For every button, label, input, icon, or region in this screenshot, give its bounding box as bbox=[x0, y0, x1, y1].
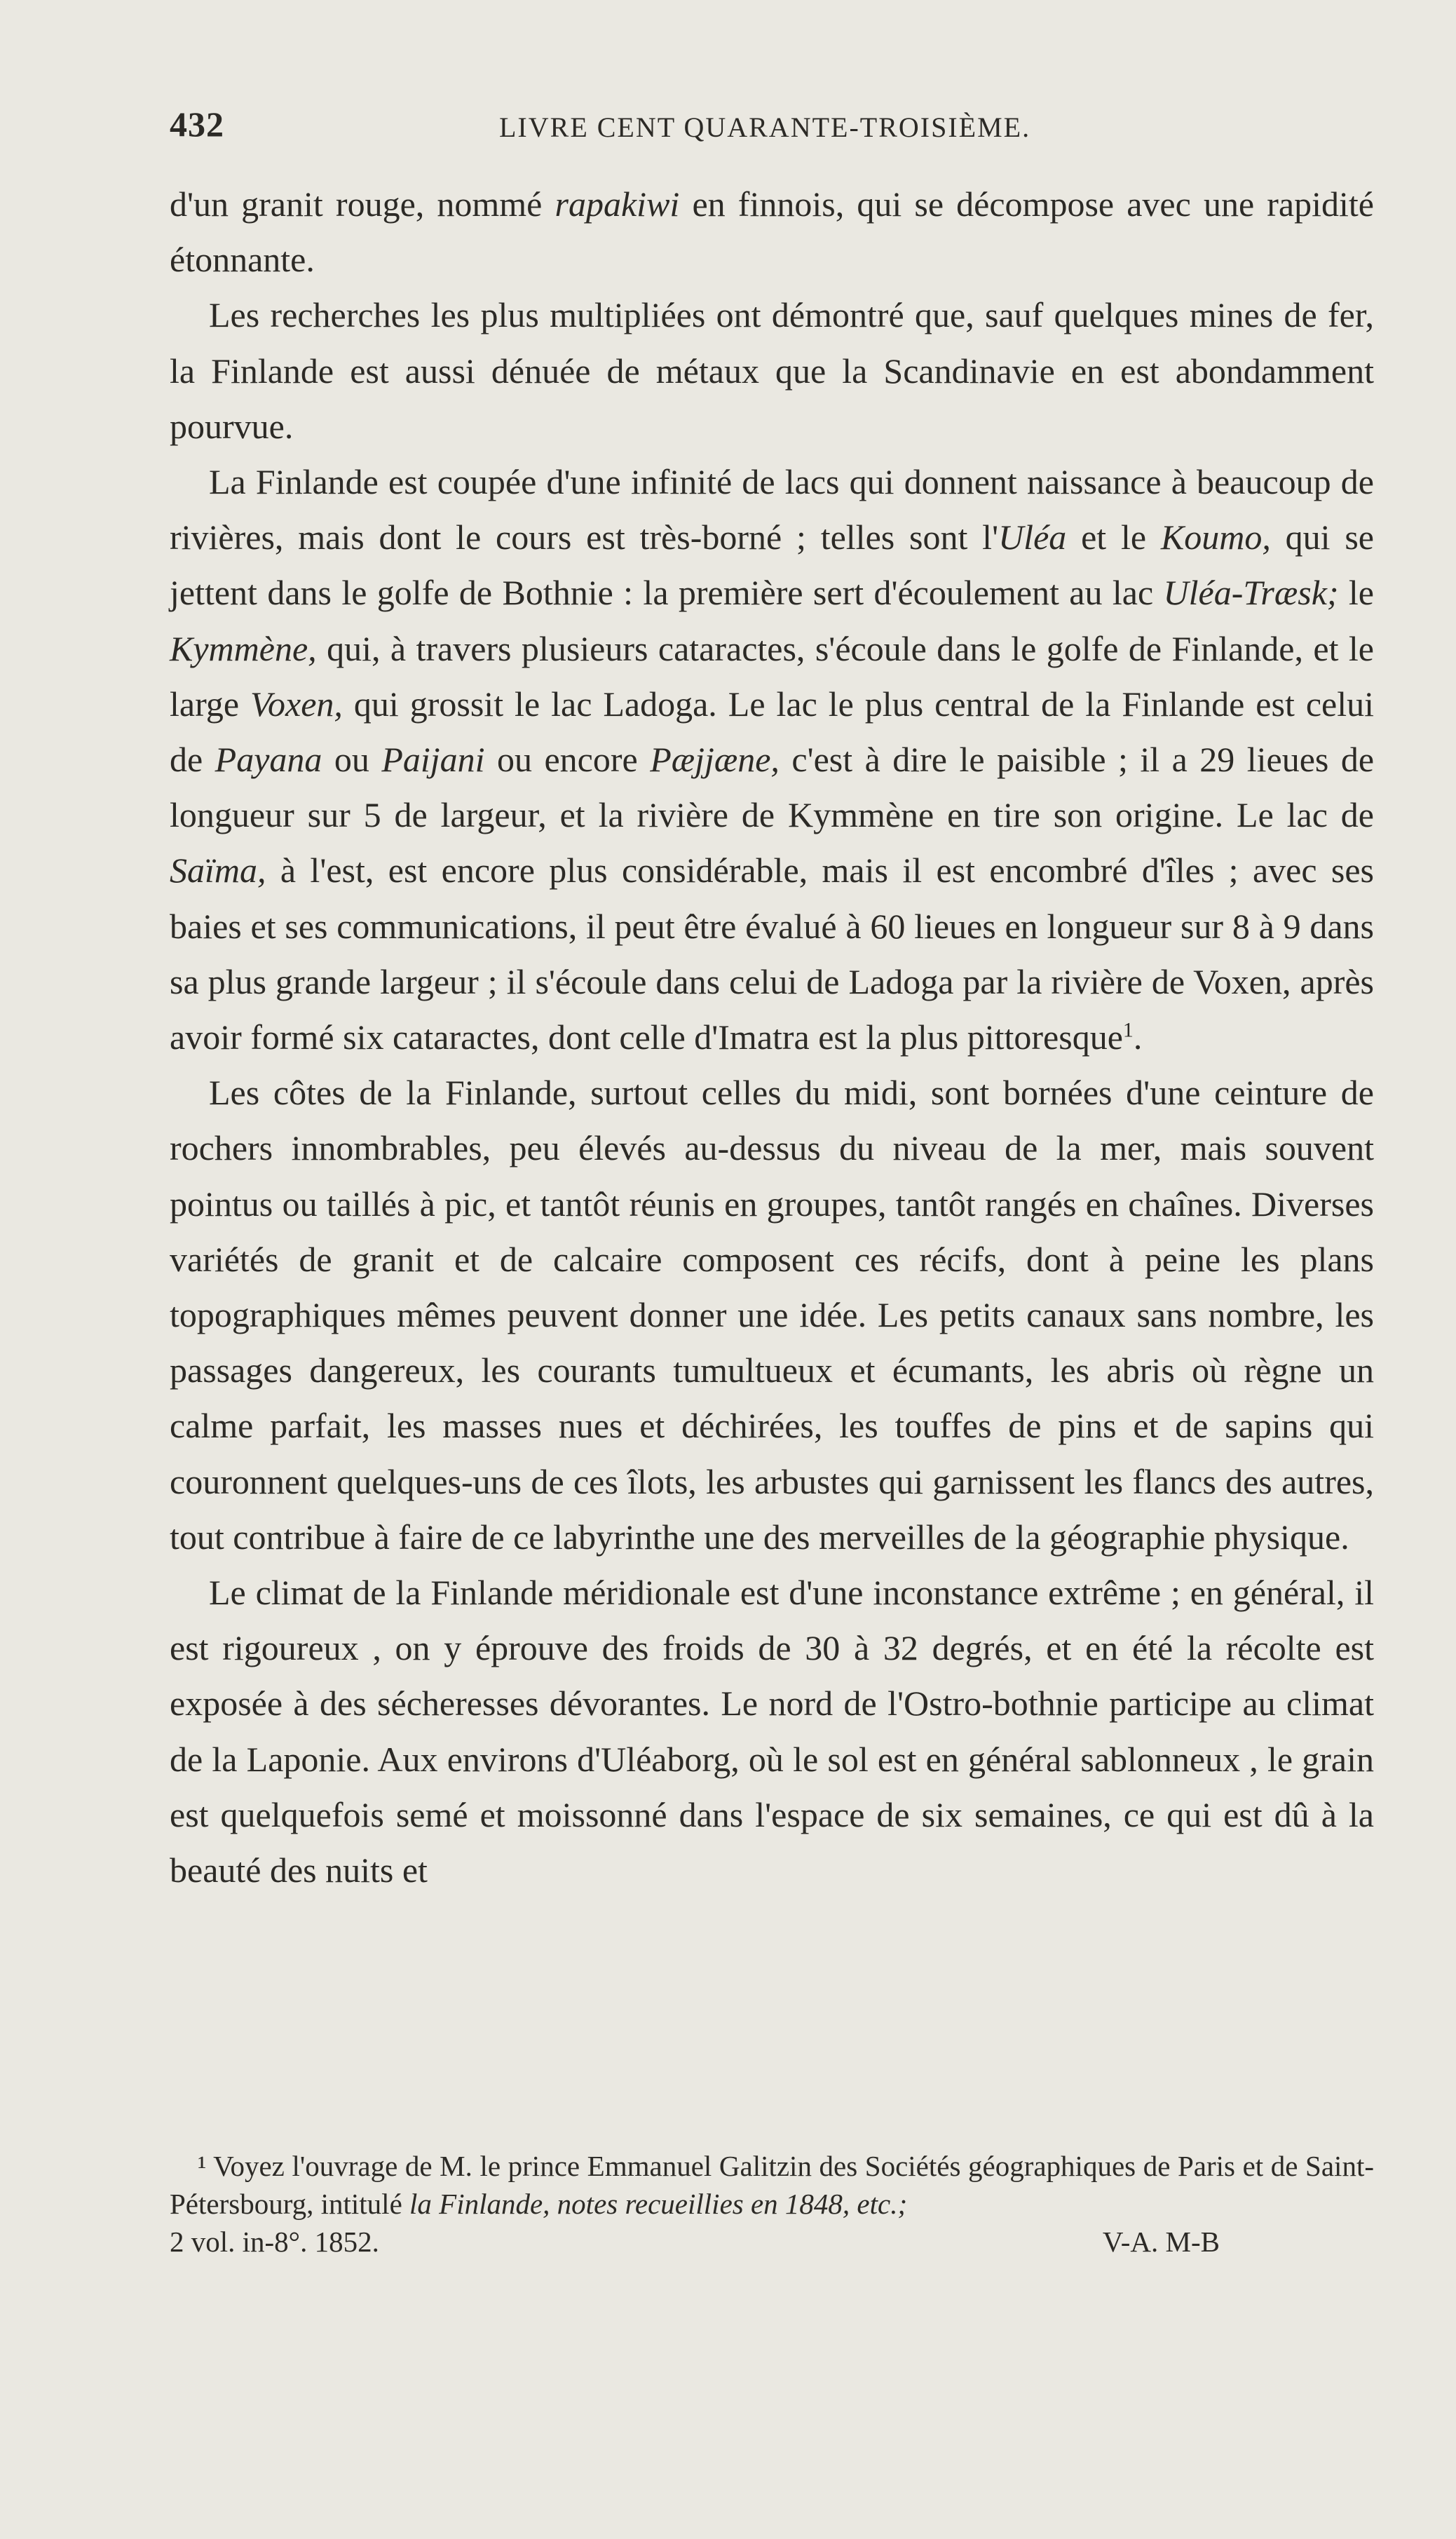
p3-text-q: c'est à dire le paisible ; il a 29 lieues de longueur sur 5 de largeur, et la rivière de Kymmène en tire son origine. Le lac de bbox=[170, 740, 1375, 835]
footnotes bbox=[170, 2147, 1374, 2261]
p3-name-koumo: Koumo, bbox=[1160, 517, 1271, 557]
footnote-1 bbox=[170, 2147, 1374, 2223]
running-head: LIVRE CENT QUARANTE-TROISIÈME. bbox=[499, 111, 1031, 143]
footnote-signature: V-A. M-B bbox=[1102, 2226, 1220, 2258]
p3-name-paijani: Paijani bbox=[381, 740, 485, 780]
p3-name-payana: Payana bbox=[215, 740, 322, 780]
footnote-edition: 2 vol. in-8°. 1852. bbox=[170, 2226, 379, 2258]
footnote-text-a: Voyez l'ouvrage de M. le prince Emmanuel Galitzin des Sociétés géographiques de Paris et de Saint-Pétersbourg, intitulé bbox=[170, 2150, 1374, 2220]
p1-term-rapakiwi: rapakiwi bbox=[554, 184, 680, 224]
page-header bbox=[170, 104, 1374, 149]
footnote-reference[interactable]: 1 bbox=[1122, 1018, 1134, 1042]
p3-name-voxen: Voxen, bbox=[250, 684, 343, 724]
p3-name-ulea-traesk: Uléa-Træsk; bbox=[1163, 573, 1339, 613]
p3-text-k: qui grossit le lac Ladoga. Le lac le plus central de la Finlande est celui de bbox=[170, 684, 1374, 780]
p3-text-e: qui se jettent dans le golfe de Bothnie : la première sert d'écoulement au lac bbox=[170, 517, 1374, 613]
paragraph-5: Le climat de la Finlande méridionale est d'une inconstance extrême ; en général, il est rigoureux , on y éprouve des froids de 30 à 32 degrés, et en été la récolte est exposée à des sécheresses dévorantes. Le nord de l'Ostro-bothnie participe au climat de la Laponie. Aux environs d'Uléaborg, où le sol est en général sablonneux , le grain est quelquefois semé et moissonné dans l'espace de six semaines, ce qui est dû à la beauté des nuits et bbox=[170, 1573, 1374, 1890]
p1-text-c: en finnois, qui se décompose avec une rapidité étonnante. bbox=[170, 184, 1374, 280]
p3-name-kymmene: Kymmène, bbox=[170, 628, 317, 668]
body-text bbox=[170, 177, 1374, 1898]
paragraph-3 bbox=[170, 454, 1374, 1065]
p1-text-a: d'un granit rouge, nommé bbox=[170, 184, 555, 224]
page-number: 432 bbox=[170, 104, 224, 144]
footnote-title: la Finlande, notes recueillies en 1848, etc.; bbox=[409, 2188, 908, 2220]
paragraph-1 bbox=[170, 177, 1374, 287]
p3-name-ulea: Uléa bbox=[998, 517, 1067, 557]
p3-text-m: ou bbox=[322, 740, 382, 780]
p3-text-c: et le bbox=[1066, 517, 1161, 557]
p3-text-a: La Finlande est coupée d'une infinité de lacs qui donnent naissance à beaucoup de rivières, mais dont le cours est très-borné ; telles sont l' bbox=[170, 462, 1374, 557]
p3-name-saima: Saïma, bbox=[170, 851, 266, 891]
paragraph-2: Les recherches les plus multipliées ont démontré que, sauf quelques mines de fer, la Finlande est aussi dénuée de métaux que la Scandinavie en est abondamment pourvue. bbox=[170, 295, 1374, 446]
p3-text-g: le bbox=[1338, 573, 1374, 613]
p3-text-i: qui, à travers plusieurs cataractes, s'écoule dans le golfe de Finlande, et le large bbox=[170, 628, 1374, 724]
footnote-mark: ¹ bbox=[198, 2150, 207, 2182]
p3-text-t: . bbox=[1133, 1017, 1143, 1057]
p3-text-s: à l'est, est encore plus considérable, mais il est encombré d'îles ; avec ses baies et ses communications, il peut être évalué à 60 lieues en longueur sur 8 à 9 dans sa plus grande largeur ; il s'écoule dans celui de Ladoga par la rivière de Voxen, après avoir formé six cataractes, dont celle d'Imatra est la plus pittoresque bbox=[170, 851, 1374, 1057]
p3-name-paejjaene: Pæjjæne, bbox=[650, 740, 780, 780]
footnote-last-line bbox=[170, 2223, 1374, 2261]
paragraph-4: Les côtes de la Finlande, surtout celles du midi, sont bornées d'une ceinture de rochers innombrables, peu élevés au-dessus du niveau de la mer, mais souvent pointus ou taillés à pic, et tantôt réunis en groupes, tantôt rangés en chaînes. Diverses variétés de granit et de calcaire composent ces récifs, dont à peine les plans topographiques mêmes peuvent donner une idée. Les petits canaux sans nombre, les passages dangereux, les courants tumultueux et écumants, les abris où règne un calme parfait, les masses nues et déchirées, les touffes de pins et de sapins qui couronnent quelques-uns de ces îlots, les arbustes qui garnissent les flancs des autres, tout contribue à faire de ce labyrinthe une des merveilles de la géographie physique. bbox=[170, 1073, 1374, 1557]
p3-text-o: ou encore bbox=[484, 740, 651, 780]
